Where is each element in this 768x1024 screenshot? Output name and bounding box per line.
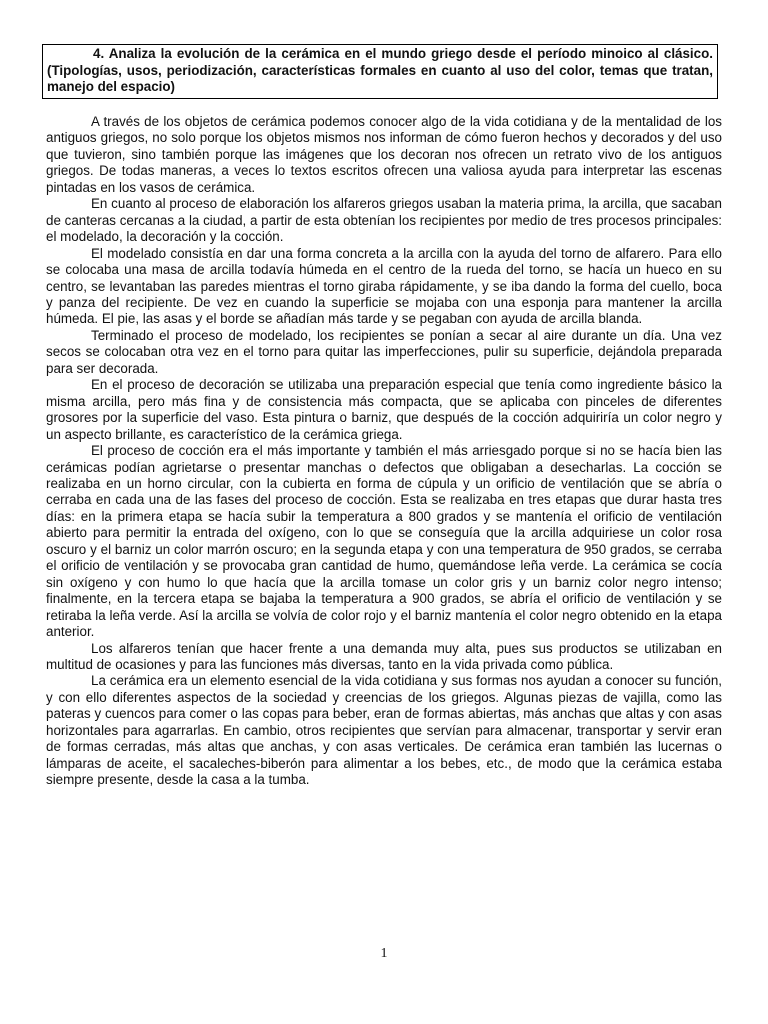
paragraph-decoracion: En el proceso de decoración se utilizaba una preparación especial que tenía como ingrediente básico la misma arcilla, pero más fina y de consistencia más compacta, que se aplicaba con pinceles de diferentes grosores por la superficie del vaso. Esta pintura o barniz, que después de la cocción adquiriría un color negro y un aspecto brillante, es característico de la cerámica griega. <box>46 377 722 442</box>
paragraph-elaboration: En cuanto al proceso de elaboración los alfareros griegos usaban la materia prima, la arcilla, que sacaban de canteras cercanas a la ciudad, a partir de esta obtenían los recipientes por medio de tres procesos principales: el modelado, la decoración y la cocción. <box>46 196 722 245</box>
paragraph-formas: La cerámica era un elemento esencial de la vida cotidiana y sus formas nos ayudan a conocer su función, y con ello diferentes aspectos de la sociedad y creencias de los griegos. Algunas piezas de vajilla, como las pateras y cuencos para comer o las copas para beber, eran de formas abiertas, más anchas que altas y con asas horizontales para agarrarlas. En cambio, otros recipientes que servían para almacenar, transportar y servir eran de formas cerradas, más altas que anchas, y con asas verticales. De cerámica eran también las lucernas o lámparas de aceite, el sacaleches-biberón para alimentar a los bebes, etc., de modo que la cerámica estaba siempre presente, desde la casa a la tumba. <box>46 673 722 788</box>
paragraph-modelado: El modelado consistía en dar una forma concreta a la arcilla con la ayuda del torno de alfarero. Para ello se colocaba una masa de arcilla todavía húmeda en el centro de la rueda del torno, se hacía un hueco en su centro, se levantaban las paredes mientras el torno giraba rápidamente, y se iba dando la forma del cuello, boca y panza del recipiente. De vez en cuando la superficie se mojaba con una esponja para mantener la arcilla húmeda. El pie, las asas y el borde se añadían más tarde y se pegaban con ayuda de arcilla blanda. <box>46 245 722 327</box>
page-number: 1 <box>380 946 388 961</box>
paragraph-coccion: El proceso de cocción era el más importante y también el más arriesgado porque si no se hacía bien las cerámicas podían agrietarse o presentar manchas o defectos que obligaban a desecharlas. La cocción se realizaba en un horno circular, con la cubierta en forma de cúpula y un orificio de ventilación que se abría o cerraba en cada una de las fases del proceso de cocción. Esta se realizaba en tres etapas que durar hasta tres días: en la primera etapa se hacía subir la temperatura a 800 grados y se mantenía el orificio de ventilación abierto para permitir la entrada del oxígeno, con lo que se conseguía que la arcilla adquiriese un color rosa oscuro y el barniz un color marrón oscuro; en la segunda etapa y con una temperatura de 950 grados, se cerraba el orificio de ventilación y se provocaba gran cantidad de humo, quemándose leña verde. La cerámica se cocía sin oxígeno y con humo lo que hacía que la arcilla tomase un color gris y un barniz color negro intenso; finalmente, en la tercera etapa se bajaba la temperatura a 900 grados, se abría el orificio de ventilación y se retiraba la leña verde. Así la arcilla se volvía de color rojo y el barniz mantenía el color negro obtenido en la etapa anterior. <box>46 443 722 640</box>
question-box <box>42 44 718 99</box>
question-text: 4. Analiza la evolución de la cerámica en el mundo griego desde el período minoico al clásico. (Tipologías, usos, periodización, características formales en cuanto al uso del color, temas que tratan, manejo del espacio) <box>47 46 713 95</box>
document-body <box>46 114 722 789</box>
paragraph-intro: A través de los objetos de cerámica podemos conocer algo de la vida cotidiana y de la mentalidad de los antiguos griegos, no solo porque los objetos mismos nos informan de cómo fueron hechos y decorados y del uso que tuvieron, sino también porque las imágenes que los decoran nos ofrecen un retrato vivo de los antiguos griegos. De todas maneras, a veces lo textos escritos ofrecen una valiosa ayuda para interpretar las escenas pintadas en los vasos de cerámica. <box>46 114 722 195</box>
paragraph-secado: Terminado el proceso de modelado, los recipientes se ponían a secar al aire durante un día. Una vez secos se colocaban otra vez en el torno para quitar las imperfecciones, pulir su superficie, dejándola preparada para ser decorada. <box>46 327 722 376</box>
paragraph-demanda: Los alfareros tenían que hacer frente a una demanda muy alta, pues sus productos se utilizaban en multitud de ocasiones y para las funciones más diversas, tanto en la vida privada como pública. <box>46 640 722 672</box>
